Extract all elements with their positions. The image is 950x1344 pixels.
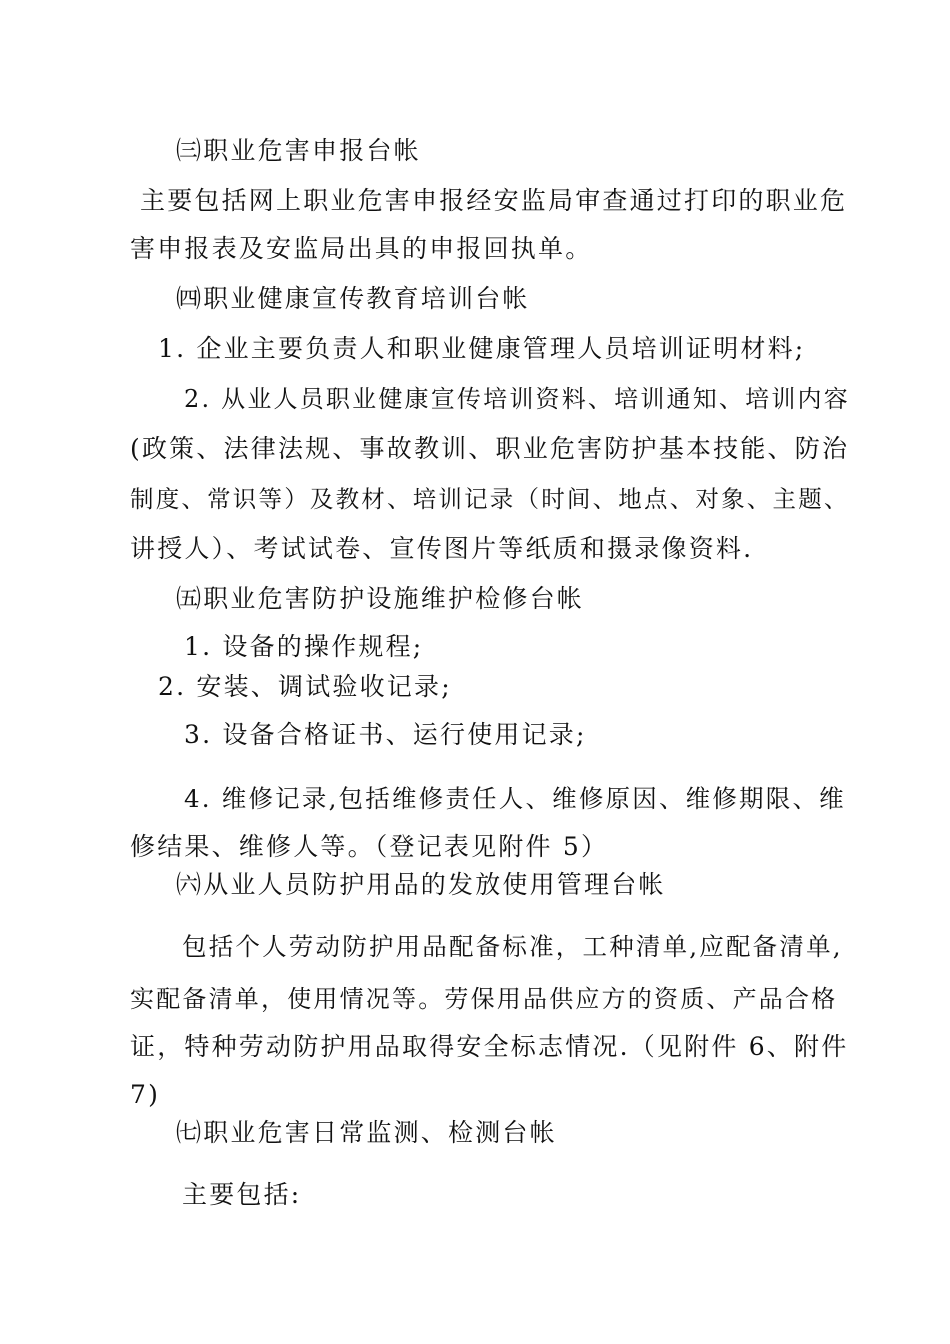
section-heading-3: ㈢职业危害申报台帐 <box>176 136 421 165</box>
list-item: 4. 维修记录,包括维修责任人、维修原因、维修期限、维 <box>184 784 846 813</box>
paragraph-line: 实配备清单，使用情况等。劳保用品供应方的资质、产品合格 <box>130 985 838 1013</box>
paragraph-line: 主要包括: <box>182 1180 302 1209</box>
paragraph-line: (政策、法律法规、事故教训、职业危害防护基本技能、防治 <box>130 434 850 463</box>
paragraph-line: 讲授人）、考试试卷、宣传图片等纸质和摄录像资料. <box>130 534 754 563</box>
section-heading-6: ㈥从业人员防护用品的发放使用管理台帐 <box>176 870 666 899</box>
paragraph-line: 修结果、维修人等。（登记表见附件 5） <box>130 832 609 861</box>
paragraph-line: 主要包括网上职业危害申报经安监局审查通过打印的职业危 <box>140 186 848 215</box>
paragraph-line: 7) <box>130 1080 161 1109</box>
section-heading-7: ㈦职业危害日常监测、检测台帐 <box>176 1118 557 1147</box>
paragraph-line: 包括个人劳动防护用品配备标准，工种清单,应配备清单, <box>182 932 843 961</box>
list-item: 2. 从业人员职业健康宣传培训资料、培训通知、培训内容 <box>184 385 850 413</box>
section-heading-5: ㈤职业危害防护设施维护检修台帐 <box>176 584 585 613</box>
paragraph-line: 制度、常识等）及教材、培训记录（时间、地点、对象、主题、 <box>130 485 850 513</box>
list-item: 1. 企业主要负责人和职业健康管理人员培训证明材料; <box>158 334 806 363</box>
list-item: 2. 安装、调试验收记录; <box>158 672 452 701</box>
paragraph-line: 证，特种劳动防护用品取得安全标志情况.（见附件 6、附件 <box>130 1032 849 1061</box>
list-item: 1. 设备的操作规程; <box>184 632 424 661</box>
list-item: 3. 设备合格证书、运行使用记录; <box>184 720 587 749</box>
paragraph-line: 害申报表及安监局出具的申报回执单。 <box>130 234 593 263</box>
section-heading-4: ㈣职业健康宣传教育培训台帐 <box>176 284 530 313</box>
